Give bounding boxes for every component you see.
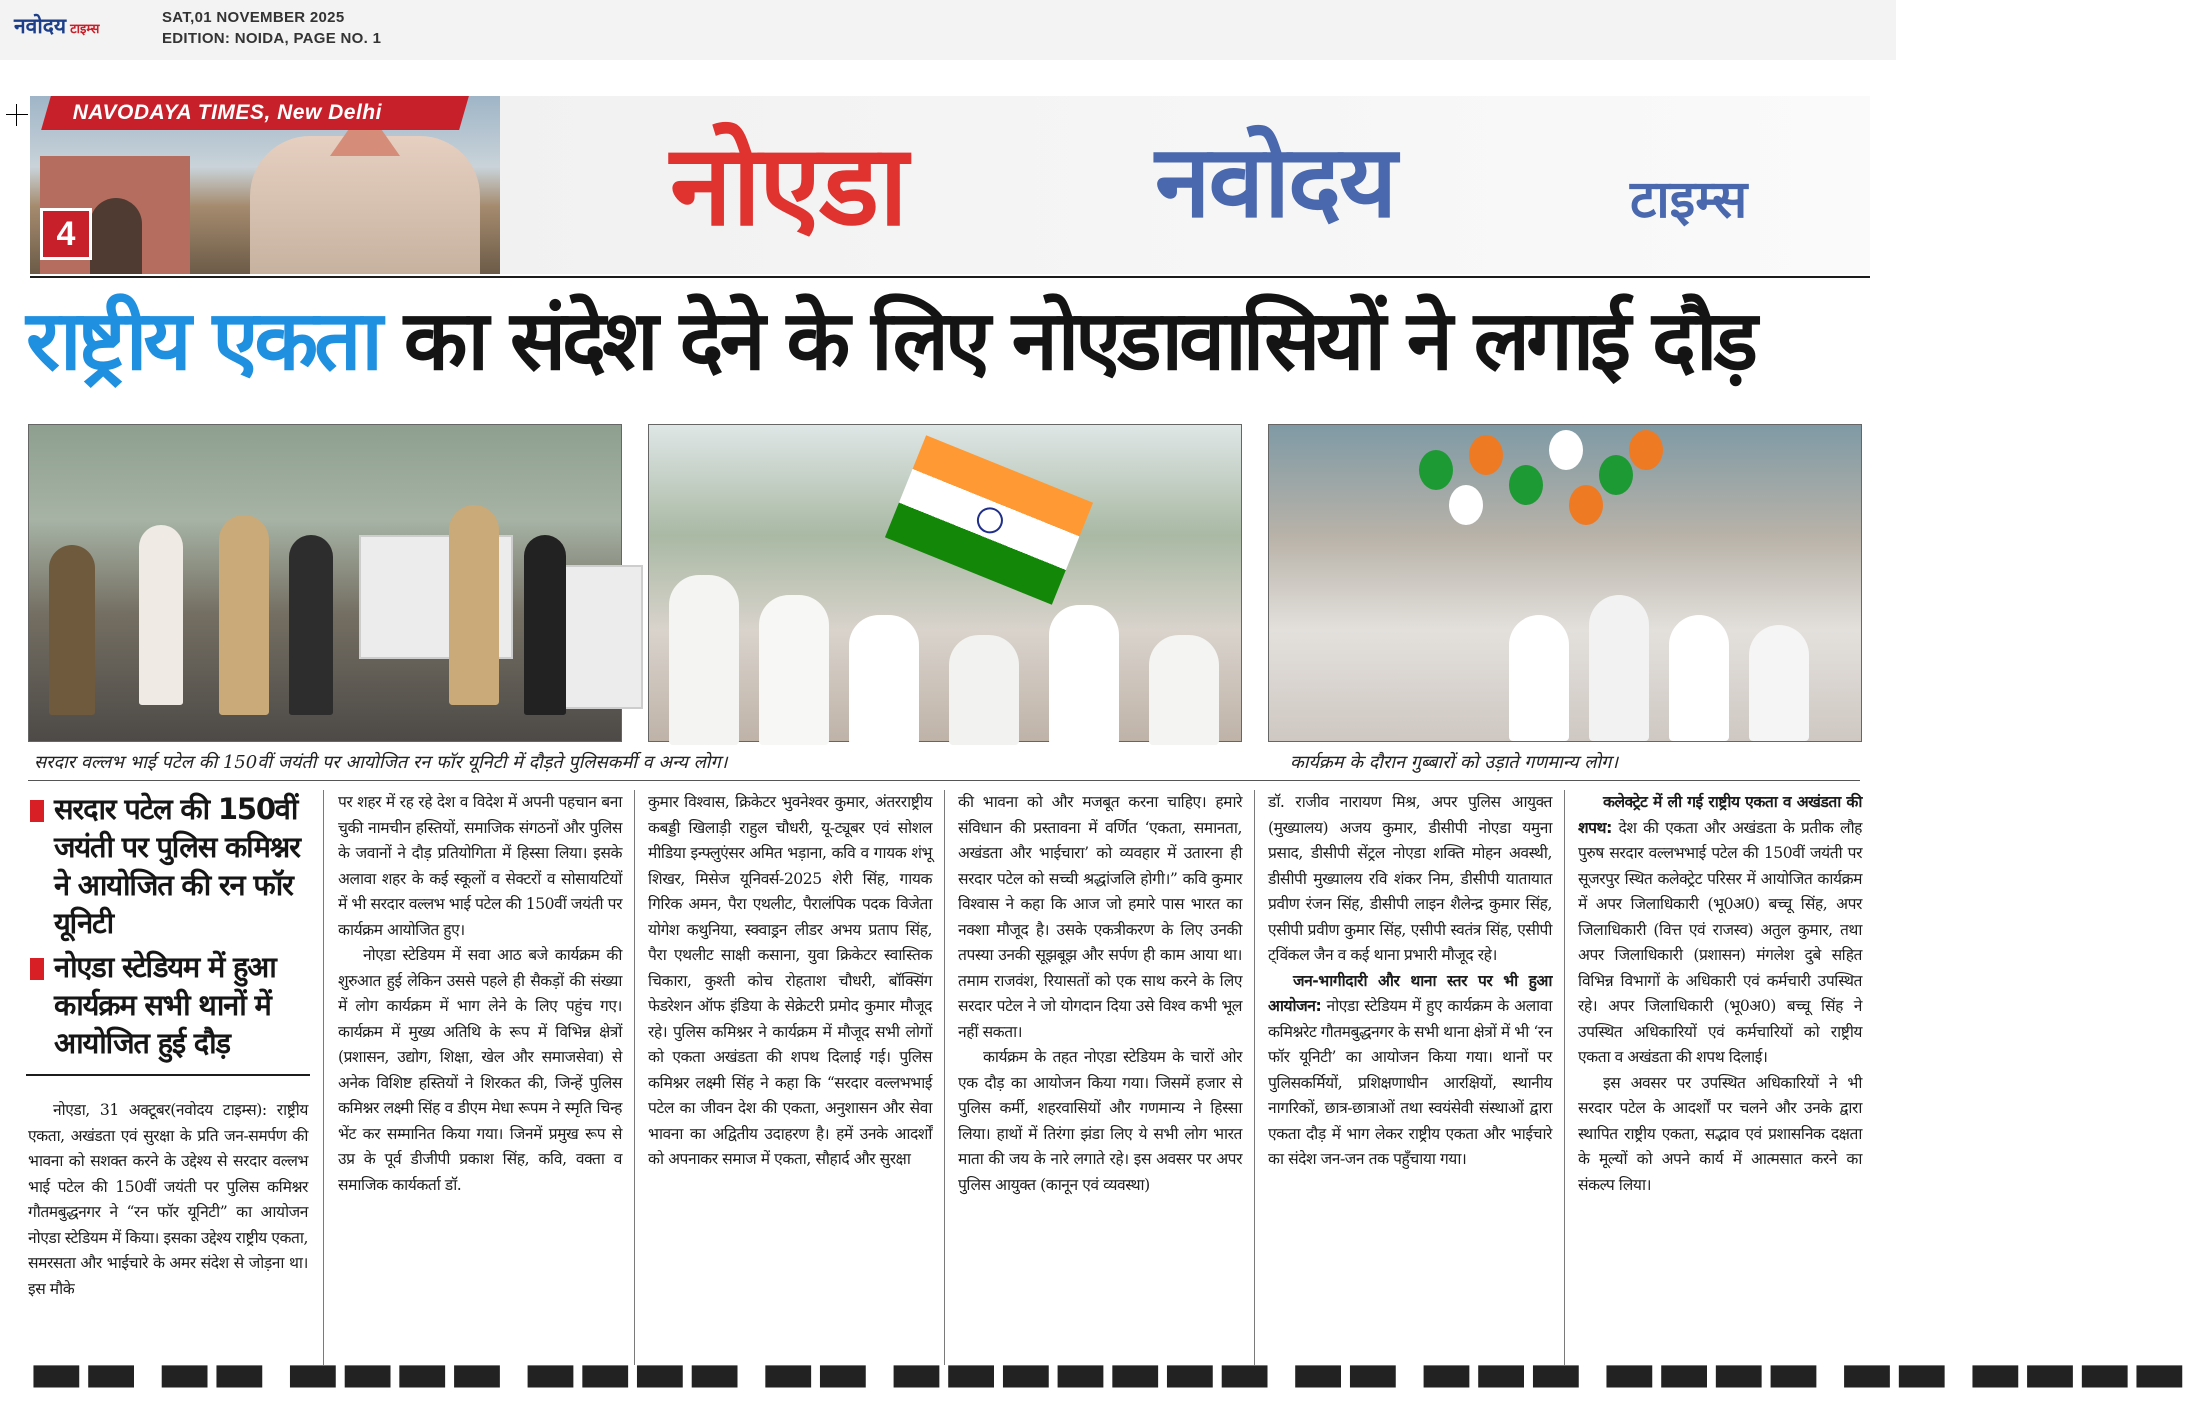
highlight-item: नोएडा स्टेडियम में हुआ कार्यक्रम सभी थानों में आयोजित हुई दौड़ bbox=[26, 948, 310, 1062]
balloon-icon bbox=[1449, 485, 1483, 525]
article-paragraph: पर शहर में रह रहे देश व विदेश में अपनी पहचान बना चुकी नामचीन हस्तियों, समाजिक संगठनों और पुलिस के जवानों ने दौड़ प्रतियोगिता में हिस्सा लिया। इसके अलावा शहर के कई स्कूलों व सेक्टरों व सोसायटियों में भी सरदार वल्लभ भाई पटेल की 150वीं जयंती पर कार्यक्रम आयोजित हुए। bbox=[338, 793, 622, 939]
masthead bbox=[30, 96, 1870, 276]
main-headline bbox=[26, 286, 1876, 396]
edition-info: EDITION: NOIDA, PAGE NO. 1 bbox=[162, 30, 382, 47]
page-number-badge: 4 bbox=[40, 208, 92, 260]
column-rule bbox=[1564, 790, 1565, 1365]
balloon-icon bbox=[1599, 455, 1633, 495]
top-bar bbox=[0, 0, 1896, 60]
photo-figure bbox=[669, 575, 739, 745]
article-column-1 bbox=[28, 1098, 308, 1302]
tricolor-flag-icon bbox=[885, 435, 1093, 604]
balloon-icon bbox=[1419, 450, 1453, 490]
article-paragraph: नोएडा स्टेडियम में सवा आठ बजे कार्यक्रम की शुरुआत हुई लेकिन उससे पहले ही सैकड़ों की संख्या में लोग कार्यक्रम में भाग लेने के लिए पहुंच गए। कार्यक्रम में मुख्य अतिथि के रूप में विभिन्न क्षेत्रों (प्रशासन, उद्योग, शिक्षा, खेल और समाजसेवा) से अनेक विशिष्ट हस्तियों ने शिरकत की, जिन्हें पुलिस कमिश्नर लक्ष्मी सिंह व डीएम मेधा रूपम ने स्मृति चिन्ह भेंट कर सम्मानित किया गया। जिनमें प्रमुख रूप से उप्र के पूर्व डीजीपी प्रकाश सिंह, कवि, वक्ता व समाजिक कार्यकर्ता डॉ. bbox=[338, 946, 622, 1194]
highlights-box bbox=[26, 790, 310, 1076]
balloon-icon bbox=[1569, 485, 1603, 525]
article-paragraph: देश की एकता और अखंडता के प्रतीक लौह पुरुष सरदार वल्लभभाई पटेल की 150वीं जयंती पर सूजरपुर स्थित कलेक्ट्रेट परिसर में आयोजित कार्यक्रम में अपर जिलाधिकारी (भू0अ0) बच्चू सिंह, अपर जिलाधिकारी (वित्त एवं राजस्व) अतुल कुमार, तथा अपर जिलाधिकारी (प्रशासन) मंगलेश दुबे सहित विभिन्न विभागों के अधिकारी एवं कर्मचारी उपस्थित रहे। अपर जिलाधिकारी (भू0अ0) बच्चू सिंह ने उपस्थित अधिकारियों एवं कर्मचारियों को राष्ट्रीय एकता व अखंडता की शपथ दिलाई। bbox=[1578, 818, 1862, 1066]
highlights-divider bbox=[26, 1074, 310, 1076]
column-rule bbox=[1254, 790, 1255, 1365]
article-column-6 bbox=[1578, 790, 1862, 1198]
highlight-item: सरदार पटेल की 150वीं जयंती पर पुलिस कमिश्नर ने आयोजित की रन फॉर यूनिटी bbox=[26, 790, 310, 942]
masthead-title-navodaya: नवोदय bbox=[1155, 123, 1396, 240]
headline-rest: का संदेश देने के लिए नोएडावासियों ने लगाई दौड़ bbox=[378, 292, 1754, 389]
caption-divider bbox=[28, 780, 1860, 781]
balloon-icon bbox=[1509, 465, 1543, 505]
column-rule bbox=[944, 790, 945, 1365]
masthead-title-area bbox=[500, 96, 1870, 274]
headline-highlight: राष्ट्रीय एकता bbox=[26, 292, 379, 389]
masthead-divider bbox=[30, 276, 1870, 278]
article-column-3 bbox=[648, 790, 932, 1173]
photo-police-run bbox=[28, 424, 622, 742]
photo-caption-right: कार्यक्रम के दौरान गुब्बारों को उड़ाते गणमान्य लोग। bbox=[1290, 752, 1619, 773]
photo-figure bbox=[1149, 635, 1219, 745]
article-column-5 bbox=[1268, 790, 1552, 1173]
photo-figure bbox=[524, 535, 566, 715]
masthead-title-noida: नोएडा bbox=[670, 121, 907, 251]
masthead-title-times: टाइम्स bbox=[1630, 170, 1748, 230]
masthead-photo bbox=[30, 96, 500, 274]
article-paragraph: नोएडा स्टेडियम में हुए कार्यक्रम के अलावा कमिश्नरेट गौतमबुद्धनगर के सभी थाना क्षेत्रों में भी ‘रन फॉर यूनिटी’ का आयोजन किया गया। थानों पर पुलिसकर्मियों, प्रशिक्षणाधीन आरक्षियों, स्थानीय नागरिकों, छात्र-छात्राओं तथा स्वयंसेवी संस्थाओं द्वारा एकता दौड़ में भाग लेकर राष्ट्रीय एकता और भाईचारे का संदेश जन-जन तक पहुँचाया गया। bbox=[1268, 997, 1552, 1168]
photo-figure bbox=[1049, 605, 1119, 745]
photo-figure bbox=[449, 505, 499, 705]
photo-caption-left: सरदार वल्लभ भाई पटेल की 150वीं जयंती पर आयोजित रन फॉर यूनिटी में दौड़ते पुलिसकर्मी व अन्य लोग। bbox=[34, 752, 728, 773]
photo-runners-with-flag bbox=[648, 424, 1242, 742]
cutoff-text-decoration: ▬▬ ▬▬ ▬▬▬▬ ▬▬▬▬ ▬▬ ▬▬▬▬▬▬▬ ▬▬ ▬▬▬ ▬▬▬▬ ▬▬ ▬▬▬▬ bbox=[28, 1337, 2186, 1407]
photo-figure bbox=[1509, 615, 1569, 741]
column-rule bbox=[323, 790, 324, 1365]
crop-mark-icon bbox=[6, 104, 28, 126]
temple-illustration bbox=[250, 136, 480, 274]
article-paragraph: इस अवसर पर उपस्थित अधिकारियों ने भी सरदार पटेल के आदर्शों पर चलने और उनके द्वारा स्थापित राष्ट्रीय एकता, सद्भाव एवं प्रशासनिक दक्षता के मूल्यों को अपने कार्य में आत्मसात करने का संकल्प लिया। bbox=[1578, 1073, 1862, 1194]
balloon-icon bbox=[1469, 435, 1503, 475]
article-column-2 bbox=[338, 790, 622, 1198]
next-headline-cutoff bbox=[28, 1337, 2186, 1407]
article-subheading: जन-भागीदारी और थाना स्तर पर भी हुआ आयोजन: bbox=[1268, 971, 1552, 1015]
photo-figure bbox=[1749, 625, 1809, 741]
photo-figure bbox=[219, 515, 269, 715]
article-paragraph: नोएडा, 31 अक्टूबर(नवोदय टाइम्स): राष्ट्रीय एकता, अखंडता एवं सुरक्षा के प्रति जन-समर्पण की भावना को सशक्त करने के उद्देश्य से सरदार वल्लभ भाई पटेल की 150वीं जयंती पर पुलिस कमिश्नर गौतमबुद्धनगर ने “रन फॉर यूनिटी” का आयोजन नोएडा स्टेडियम में किया। इसका उद्देश्य राष्ट्रीय एकता, समरसता और भाईचारे के अमर संदेश से जोड़ना था। इस मौके bbox=[28, 1101, 308, 1298]
photo-balloon-release bbox=[1268, 424, 1862, 742]
photo-figure bbox=[139, 525, 183, 705]
photo-figure bbox=[49, 545, 95, 715]
photo-figure bbox=[289, 535, 333, 715]
issue-date: SAT,01 NOVEMBER 2025 bbox=[162, 9, 345, 26]
photo-figure bbox=[849, 615, 919, 745]
photo-figure bbox=[1669, 615, 1729, 741]
article-column-4 bbox=[958, 790, 1242, 1198]
article-paragraph: कार्यक्रम के तहत नोएडा स्टेडियम के चारों ओर एक दौड़ का आयोजन किया गया। जिसमें हजार से पुलिस कर्मी, शहरवासियों और गणमान्य ने हिस्सा लिया। हाथों में तिरंगा झंडा लिए ये सभी लोग भारत माता की जय के नारे लगाते रहे। इस अवसर पर अपर पुलिस आयुक्त (कानून एवं व्यवस्था) bbox=[958, 1048, 1242, 1194]
photo-figure bbox=[949, 635, 1019, 745]
masthead-tag: NAVODAYA TIMES, New Delhi bbox=[41, 96, 469, 130]
article-subheading: कलेक्ट्रेट में ली गई राष्ट्रीय एकता व अखंडता की शपथ: bbox=[1578, 793, 1862, 837]
balloon-icon bbox=[1629, 430, 1663, 470]
article-paragraph: डॉ. राजीव नारायण मिश्र, अपर पुलिस आयुक्त (मुख्यालय) अजय कुमार, डीसीपी नोएडा यमुना प्रसाद, डीसीपी सेंट्रल नोएडा शक्ति मोहन अवस्थी, डीसीपी मुख्यालय रवि शंकर निम, डीसीपी यातायात प्रवीण रंजन सिंह, डीसीपी लाइन शैलेन्द्र कुमार सिंह, एसीपी प्रवीण कुमार सिंह, एसीपी स्वतंत्र सिंह, एसीपी ट्विंकल जैन व कई थाना प्रभारी मौजूद रहे। bbox=[1268, 793, 1552, 964]
article-paragraph: की भावना को और मजबूत करना चाहिए। हमारे संविधान की प्रस्तावना में वर्णित ‘एकता, समानता, अखंडता और भाईचारा’ को व्यवहार में उतारना ही सरदार पटेल को सच्ची श्रद्धांजलि होगी।” कवि कुमार विश्वास ने कहा कि आज जो हमारे पास भारत का नक्शा मौजूद है। उसके एकत्रीकरण के लिए उनकी तपस्या उनकी सूझबूझ और सर्पण ही काम आया था। तमाम राजवंश, रियासतों को एक साथ करने के लिए सरदार पटेल ने जो योगदान दिया उसे विश्व कभी भूल नहीं सकता। bbox=[958, 793, 1242, 1041]
balloon-icon bbox=[1549, 430, 1583, 470]
article-paragraph: कुमार विश्वास, क्रिकेटर भुवनेश्वर कुमार, अंतरराष्ट्रीय कबड्डी खिलाड़ी राहुल चौधरी, यू-ट्यूबर एवं सोशल मीडिया इन्फ्लुएंसर अमित भड़ाना, कवि व गायक शंभू शिखर, मिसेज यूनिवर्स-2025 शेरी सिंह, गायक गिरिक अमन, पैरा एथलीट, पैरालंपिक पदक विजेता योगेश कथुनिया, स्क्वाड्रन लीडर अभय प्रताप सिंह, पैरा एथलीट साक्षी कसाना, युवा क्रिकेटर स्वास्तिक चिकारा, कुश्ती कोच रोहताश चौधरी, बॉक्सिंग फेडरेशन ऑफ इंडिया के सेक्रेटरी प्रमोद कुमार मौजूद रहे। पुलिस कमिश्नर ने कार्यक्रम में मौजूद सभी लोगों को एकता अखंडता की शपथ दिलाई गई। पुलिस कमिश्नर लक्ष्मी सिंह ने कहा कि “सरदार वल्लभभाई पटेल का जीवन देश की एकता, अनुशासन और सेवा भावना का अद्वितीय उदाहरण है। हमें उनके आदर्शों को अपनाकर समाज में एकता, सौहार्द और सुरक्षा bbox=[648, 793, 932, 1168]
column-rule bbox=[634, 790, 635, 1365]
publication-logo: नवोदय टाइम्स bbox=[14, 14, 100, 38]
photo-figure bbox=[1589, 595, 1649, 741]
photo-figure bbox=[759, 595, 829, 745]
